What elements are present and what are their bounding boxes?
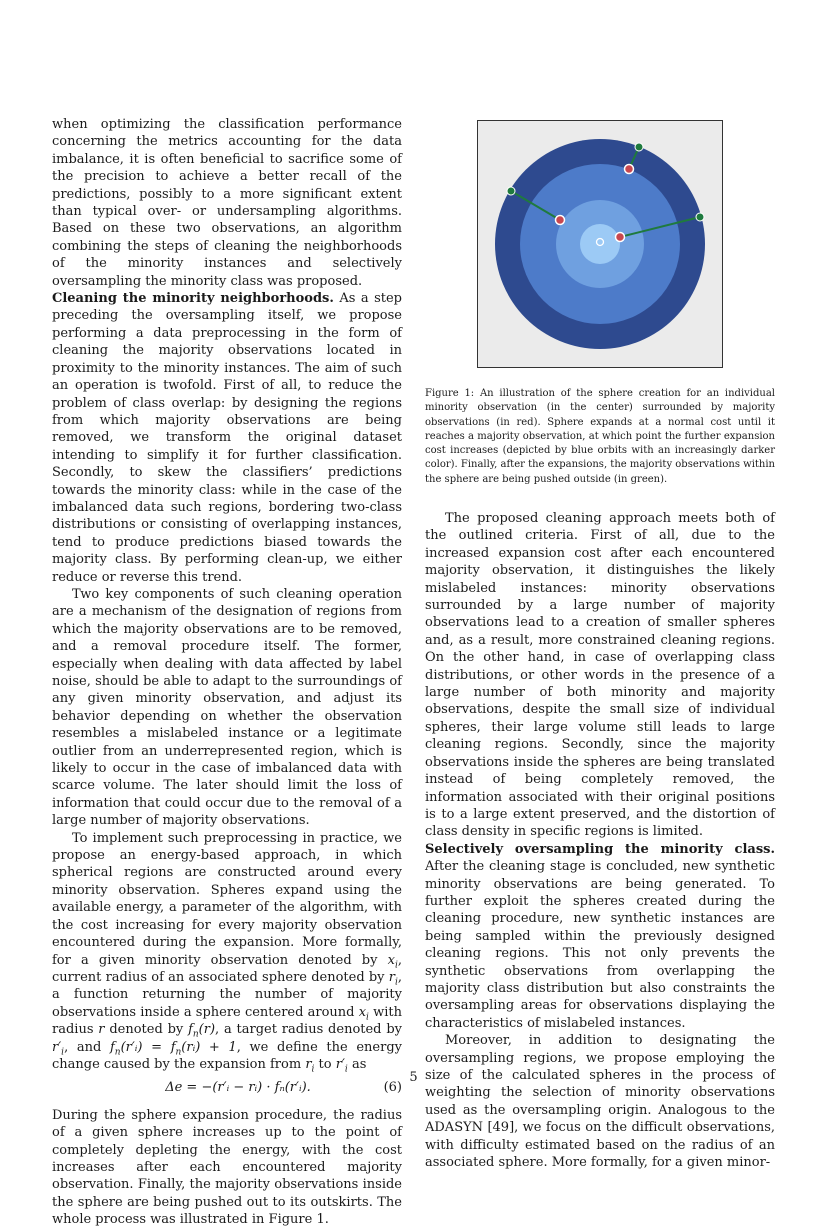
majority-observation-marker bbox=[625, 165, 634, 174]
math-sub: i bbox=[394, 960, 398, 971]
math-var: r bbox=[98, 1022, 105, 1038]
run-in-heading: Cleaning the minority neighborhoods. bbox=[52, 291, 334, 307]
text-run: , and bbox=[64, 1039, 110, 1055]
majority-observation-marker bbox=[556, 216, 565, 225]
math-var: f bbox=[170, 1039, 176, 1055]
paragraph-text: After the cleaning stage is concluded, new synthetic minority observations are being generated. To further exploit the spheres created during the cleaning procedure, new synthetic instances are being sampled within the previously designed cleaning regions. This not only prevents the synthetic observations from overlapping the majority class distribution but also constraints the oversampling areas for observations displaying the characteristics of mislabeled instances. bbox=[425, 859, 775, 1031]
paragraph: Moreover, in addition to designating the oversampling regions, we propose employing the size of the calculated spheres in the process of weighting the selection of minority observations used as the oversampling origin. Analogous to the ADASYN [49], we focus on the difficult observations, with difficulty estimated based on the radius of an associated sphere. More formally, for a given minor- bbox=[425, 1033, 775, 1171]
figure-caption: Figure 1: An illustration of the sphere creation for an individual minority observation (in the center) surrounded by majority observations (in red). Sphere expands at a normal cost until it reaches a majority observation, at which point the further expansion cost increases (depicted by blue orbits with an increasingly darker color). Finally, after the expansions, the majority observations within the sphere are being pushed outside (in green). bbox=[425, 388, 775, 485]
paragraph bbox=[52, 290, 402, 586]
paragraph bbox=[52, 830, 402, 1074]
text-run: , we define the energy change caused by the expansion from bbox=[52, 1039, 402, 1072]
math-var: f bbox=[109, 1039, 115, 1055]
equation-number: (6) bbox=[383, 1080, 402, 1096]
math-sub: n bbox=[192, 1029, 199, 1040]
math-var: r bbox=[388, 969, 395, 985]
paragraph: The proposed cleaning approach meets both of the outlined criteria. First of all, due to the increased expansion cost after each encountered majority observation, it distinguishes the likely mislabeled instances: minority observations surrounded by a large number of majority observations lead to a creation of smaller spheres and, as a result, more constrained cleaning regions. On the other hand, in case of overlapping class distributions, or other words in the presence of a large number of both minority and majority observations, despite the small size of individual spheres, their large volume still leads to large cleaning regions. Secondly, since the majority observations inside the spheres are being translated instead of being completely removed, the information associated with their original positions is to a large extent preserved, and the distortion of class density in specific regions is limited. bbox=[425, 511, 775, 840]
text-run: to bbox=[314, 1056, 336, 1072]
majority-observation-marker bbox=[616, 233, 625, 242]
math-expr: (r) bbox=[198, 1022, 216, 1038]
pushed-observation-marker bbox=[696, 213, 704, 221]
text-run: , current radius of an associated sphere denoted by bbox=[52, 952, 402, 985]
math-sub: i bbox=[366, 1012, 369, 1023]
text-run: with radius bbox=[52, 1004, 402, 1038]
math-sub: n bbox=[114, 1047, 121, 1058]
figure-1 bbox=[477, 120, 723, 368]
pushed-observation-marker bbox=[507, 187, 515, 195]
math-var: f bbox=[188, 1022, 193, 1038]
math-var: r′ bbox=[335, 1056, 345, 1072]
text-run: , a function returning the number of majority observations inside a sphere centered around bbox=[52, 969, 402, 1020]
math-sub: i bbox=[311, 1064, 315, 1075]
equation-formula: Δe = −(r′ᵢ − rᵢ) · fₙ(r′ᵢ). bbox=[165, 1080, 311, 1096]
paragraph: During the sphere expansion procedure, the radius of a given sphere increases up to the point of completely depleting the energy, with the cost increases after each encountered majority observation. Finally, the majority observations inside the sphere are being pushed out to its outskirts. The whole process was illustrated in Figure 1. bbox=[52, 1107, 402, 1228]
sphere-illustration bbox=[477, 120, 723, 368]
math-var: x bbox=[358, 1004, 367, 1020]
pushed-observation-marker bbox=[635, 143, 643, 151]
paragraph-text: As a step preceding the oversampling itself, we propose performing a data preprocessing in the form of cleaning the majority observations located in proximity to the minority instances. The aim of such an operation is twofold. First of all, to reduce the problem of class overlap: by designing the regions from which majority observations are being removed, we transform the original dataset intending to simplify it for further classification. Secondly, to skew the classifiers’ predictions towards the minority class: while in the case of the imbalanced data such regions, bordering two-class distributions or consisting of overlapping instances, tend to produce predictions biased towards the majority class. By performing clean-up, we either reduce or reverse this trend. bbox=[52, 291, 403, 585]
math-sub: n bbox=[175, 1047, 182, 1058]
math-expr: (rᵢ) + 1 bbox=[181, 1039, 237, 1055]
text-run: , a target radius denoted by bbox=[215, 1022, 402, 1038]
math-sub: i bbox=[344, 1064, 348, 1075]
math-sub: i bbox=[394, 977, 398, 988]
run-in-heading: Selectively oversampling the minority class. bbox=[425, 841, 775, 857]
math-var: r bbox=[305, 1056, 312, 1072]
math-var: r′ bbox=[52, 1039, 62, 1055]
text-run: denoted by bbox=[104, 1022, 189, 1038]
text-run: as bbox=[347, 1056, 367, 1072]
paragraph: when optimizing the classification performance concerning the metrics accounting for the data imbalance, it is often beneficial to sacrifice some of the precision to achieve a better recall of the predictions, possibly to a more significant extent than typical over- or undersampling algorithms. Based on these two observations, an algorithm combining the steps of cleaning the neighborhoods of the minority instances and selectively oversampling the minority class was proposed. bbox=[52, 117, 402, 289]
math-var: x bbox=[387, 952, 395, 968]
math-sub: i bbox=[61, 1047, 65, 1058]
left-column bbox=[52, 116, 402, 1229]
page-number: 5 bbox=[409, 1070, 418, 1085]
inner-orbit bbox=[580, 224, 620, 264]
paragraph: Two key components of such cleaning operation are a mechanism of the designation of regions from which the majority observations are to be removed, and a removal procedure itself. The former, especially when dealing with data affected by label noise, should be able to adapt to the surroundings of any given minority observation, and adjust its behavior depending on whether the observation resembles a mislabeled instance or a legitimate outlier from an underrepresented region, which is likely to occur in the case of imbalanced data with scarce volume. The later should limit the loss of information that could occur due to the removal of a large number of majority observations. bbox=[52, 586, 402, 829]
paragraph bbox=[425, 841, 775, 1032]
math-expr: (r′ᵢ) = bbox=[120, 1039, 171, 1055]
text-run: To implement such preprocessing in practice, we propose an energy-based approach, in which spherical regions are constructed around every minority observation. Spheres expand using the available energy, a parameter of the algorithm, with the cost increasing for every majority observation encountered during the expansion. More formally, for a given minority observation denoted by bbox=[52, 830, 402, 968]
